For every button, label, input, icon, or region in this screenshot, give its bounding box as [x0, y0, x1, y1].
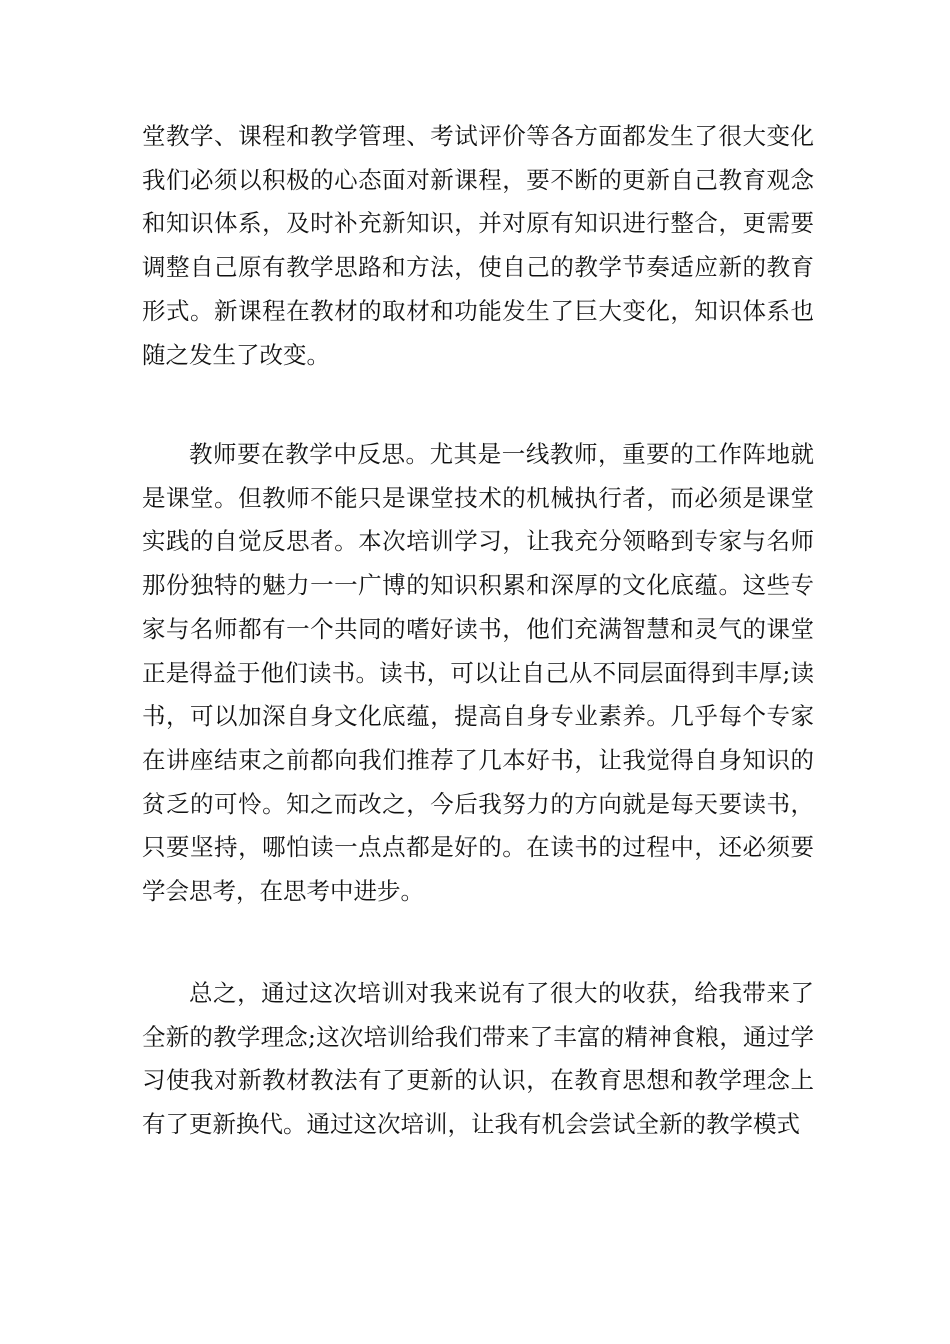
- paragraph-2: 教师要在教学中反思。尤其是一线教师，重要的工作阵地就是课堂。但教师不能只是课堂技术的机械执行者，而必须是课堂实践的自觉反思者。本次培训学习，让我充分领略到专家与名师那份独特的魅力一一广博的知识积累和深厚的文化底蕴。这些专家与名师都有一个共同的嗜好读书，他们充满智慧和灵气的课堂正是得益于他们读书。读书，可以让自己从不同层面得到丰厚;读书，可以加深自身文化底蕴，提高自身专业素养。几乎每个专家在讲座结束之前都向我们推荐了几本好书，让我觉得自身知识的贫乏的可怜。知之而改之，今后我努力的方向就是每天要读书，只要坚持，哪怕读一点点都是好的。在读书的过程中，还必须要学会思考，在思考中进步。: [142, 440, 814, 906]
- paragraph-1: 堂教学、课程和教学管理、考试评价等各方面都发生了很大变化我们必须以积极的心态面对新课程，要不断的更新自己教育观念和知识体系，及时补充新知识，并对原有知识进行整合，更需要调整自己原有教学思路和方法，使自己的教学节奏适应新的教育形式。新课程在教材的取材和功能发生了巨大变化，知识体系也随之发生了改变。: [142, 122, 814, 369]
- paragraph-3: 总之，通过这次培训对我来说有了很大的收获，给我带来了全新的教学理念;这次培训给我们带来了丰富的精神食粮，通过学习使我对新教材教法有了更新的认识，在教育思想和教学理念上有了更新换代。通过这次培训，让我有机会尝试全新的教学模式: [142, 979, 814, 1139]
